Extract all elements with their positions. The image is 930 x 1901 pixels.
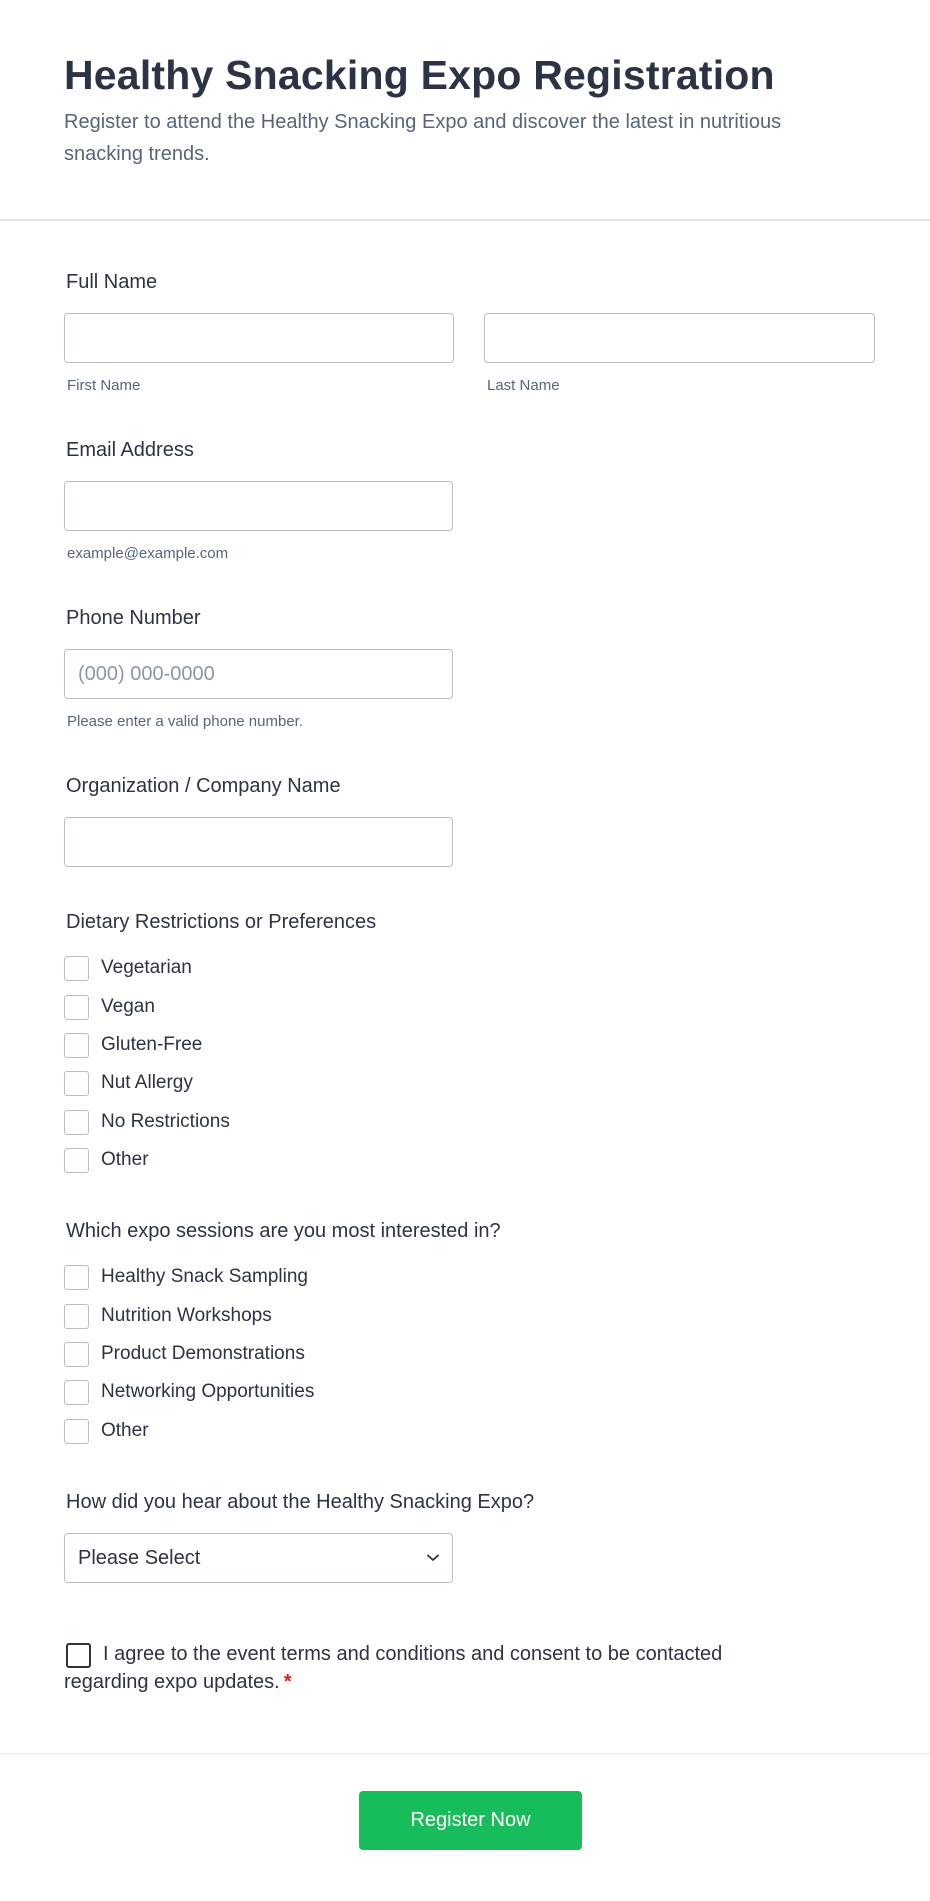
dietary-label: Dietary Restrictions or Preferences: [66, 911, 377, 933]
form-header: [0, 0, 930, 221]
checkbox[interactable]: [64, 956, 89, 981]
select-value: Please Select: [78, 1546, 201, 1569]
referral-select[interactable]: [64, 1533, 453, 1583]
session-option[interactable]: [64, 1303, 272, 1329]
checkbox[interactable]: [64, 1265, 89, 1290]
checkbox[interactable]: [64, 1033, 89, 1058]
option-label: Nutrition Workshops: [101, 1305, 272, 1326]
page-title: Healthy Snacking Expo Registration: [64, 52, 775, 98]
phone-label: Phone Number: [66, 607, 201, 629]
checkbox[interactable]: [64, 1148, 89, 1173]
option-label: Product Demonstrations: [101, 1343, 305, 1364]
option-label: No Restrictions: [101, 1111, 230, 1132]
phone-input[interactable]: [64, 649, 453, 699]
session-option[interactable]: [64, 1264, 308, 1290]
dietary-option[interactable]: [64, 994, 155, 1020]
checkbox[interactable]: [64, 1419, 89, 1444]
first-name-input[interactable]: [64, 313, 454, 363]
chevron-down-icon: [427, 1554, 439, 1562]
organization-input[interactable]: [64, 817, 453, 867]
phone-sublabel: Please enter a valid phone number.: [67, 713, 303, 730]
email-label: Email Address: [66, 439, 194, 461]
last-name-sublabel: Last Name: [487, 377, 560, 394]
footer-divider: [0, 1753, 930, 1754]
option-label: Networking Opportunities: [101, 1381, 315, 1402]
checkbox[interactable]: [64, 1380, 89, 1405]
dietary-option[interactable]: [64, 1147, 149, 1173]
page-subtitle: Register to attend the Healthy Snacking Expo and discover the latest in nutritious snacking trends.: [64, 111, 782, 165]
email-input[interactable]: [64, 481, 453, 531]
last-name-input[interactable]: [484, 313, 875, 363]
dietary-option[interactable]: [64, 955, 192, 981]
option-label: Healthy Snack Sampling: [101, 1266, 308, 1287]
terms-text: I agree to the event terms and conditions and consent to be contacted regarding expo updates.: [64, 1643, 723, 1693]
option-label: Gluten-Free: [101, 1034, 203, 1055]
session-option[interactable]: [64, 1418, 149, 1444]
terms-label: [64, 1640, 804, 1696]
option-label: Other: [101, 1149, 149, 1170]
checkbox[interactable]: [64, 1110, 89, 1135]
register-button[interactable]: Register Now: [359, 1791, 582, 1850]
referral-label: How did you hear about the Healthy Snacking Expo?: [66, 1491, 535, 1513]
email-sublabel: example@example.com: [67, 545, 229, 562]
required-asterisk: *: [283, 1671, 292, 1693]
dietary-option[interactable]: [64, 1070, 193, 1096]
first-name-sublabel: First Name: [67, 377, 141, 394]
dietary-option[interactable]: [64, 1109, 230, 1135]
session-option[interactable]: [64, 1341, 305, 1367]
option-label: Vegan: [101, 996, 155, 1017]
sessions-label: Which expo sessions are you most interested in?: [66, 1220, 501, 1242]
checkbox[interactable]: [64, 1071, 89, 1096]
full-name-label: Full Name: [66, 271, 158, 293]
checkbox[interactable]: [64, 1342, 89, 1367]
checkbox[interactable]: [64, 995, 89, 1020]
session-option[interactable]: [64, 1379, 314, 1405]
dietary-option[interactable]: [64, 1032, 202, 1058]
option-label: Vegetarian: [101, 957, 192, 978]
option-label: Other: [101, 1420, 149, 1441]
organization-label: Organization / Company Name: [66, 775, 341, 797]
option-label: Nut Allergy: [101, 1072, 193, 1093]
checkbox[interactable]: [64, 1304, 89, 1329]
